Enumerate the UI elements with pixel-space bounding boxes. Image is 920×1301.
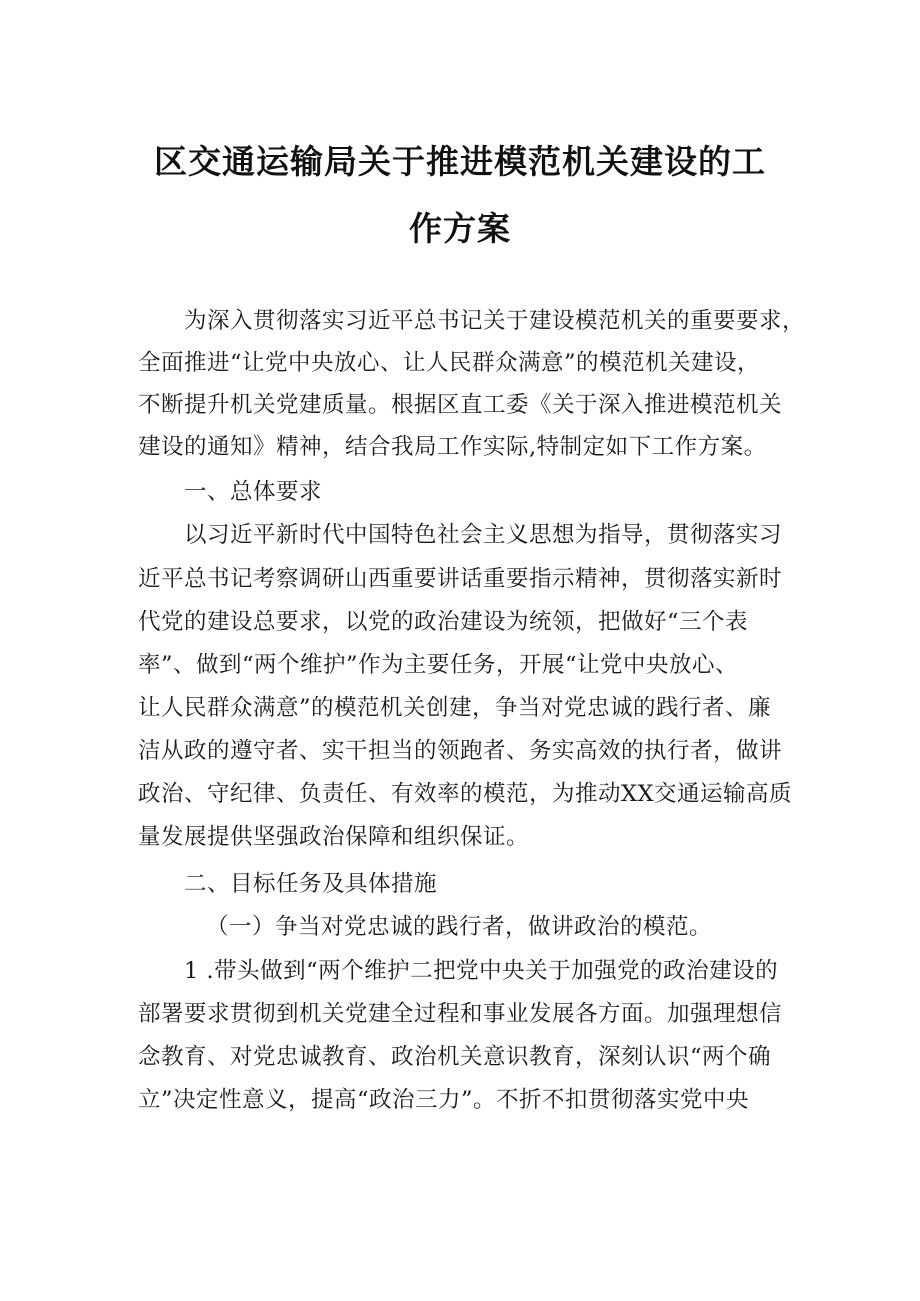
paragraph-line: 念教育、对党忠诚教育、政治机关意识教育，深刻认识“两个确 [138, 1044, 772, 1070]
paragraph-line: 量发展提供坚强政治保障和组织保证。 [138, 824, 530, 850]
document-title-line-2: 作方案 [409, 209, 511, 248]
paragraph-line: 让人民群众满意”的模范机关创建，争当对党忠诚的践行者、廉 [138, 695, 772, 721]
paragraph-line: 全面推进“让党中央放心、让人民群众满意”的模范机关建设， [138, 350, 761, 376]
numbered-item-line: 1 .带头做到“两个维护二把党中央关于加强党的政治建设的 [184, 958, 779, 984]
paragraph-line: 不断提升机关党建质量。根据区直工委《关于深入推进模范机关 [138, 392, 783, 418]
document-title-line-1: 区交通运输局关于推进模范机关建设的工 [154, 142, 766, 181]
paragraph-line: 部署要求贯彻到机关党建全过程和事业发展各方面。加强理想信 [138, 1001, 783, 1027]
section-heading-2: 二、目标任务及具体措施 [184, 871, 438, 897]
paragraph-line: 洁从政的遵守者、实干担当的领跑者、务实高效的执行者，做讲 [138, 738, 783, 764]
paragraph-line: 政治、守纪律、负责任、有效率的模范，为推动XX交通运输高质 [138, 781, 793, 807]
subsection-heading: （一）争当对党忠诚的践行者，做讲政治的模范。 [206, 914, 713, 940]
paragraph-line: 代党的建设总要求，以党的政治建设为统领，把做好“三个表 [138, 609, 749, 635]
paragraph-line: 率”、做到“两个维护”作为主要任务，开展“让党中央放心、 [138, 652, 739, 678]
paragraph-line: 立”决定性意义，提高“政治三力”。不折不扣贯彻落实党中央 [138, 1087, 750, 1113]
paragraph-line: 以习近平新时代中国特色社会主义思想为指导，贯彻落实习 [184, 522, 783, 548]
paragraph-line: 近平总书记考察调研山西重要讲话重要指示精神，贯彻落实新时 [138, 566, 783, 592]
paragraph-line: 为深入贯彻落实习近平总书记关于建设模范机关的重要要求， [184, 308, 806, 334]
section-heading-1: 一、总体要求 [184, 479, 323, 505]
paragraph-line: 建设的通知》精神，结合我局工作实际,特制定如下工作方案。 [138, 434, 767, 460]
